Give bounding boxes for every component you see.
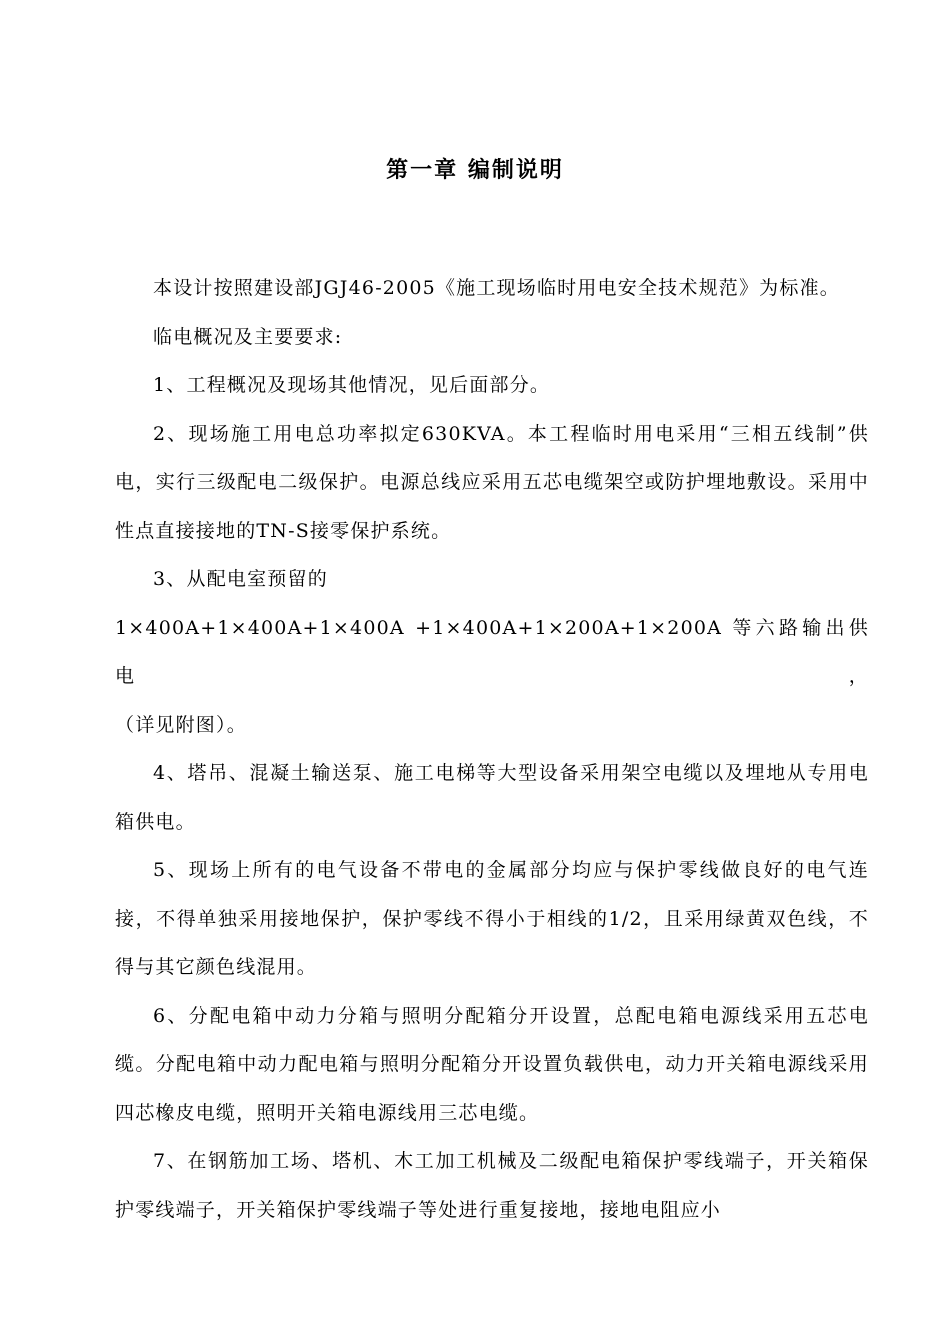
paragraph-item-3: 3、从配电室预留的 <box>153 568 328 590</box>
paragraph-standard: 本设计按照建设部JGJ46-2005《施工现场临时用电安全技术规范》为标准。 <box>153 277 840 299</box>
paragraph-item-3-circuits: 1×400A+1×400A+1×400A +1×400A+1×200A+1×200A 等六路输出供电， <box>115 616 869 687</box>
document-body <box>115 264 869 1234</box>
chapter-title: 第一章 编制说明 <box>386 157 564 183</box>
paragraph-item-1: 1、工程概况及现场其他情况，见后面部分。 <box>153 374 551 396</box>
paragraph-item-3-note: （详见附图）。 <box>115 713 247 736</box>
paragraph-item-4: 4、塔吊、混凝土输送泵、施工电梯等大型设备采用架空电缆以及埋地从专用电箱供电。 <box>115 762 869 833</box>
paragraph-item-2: 2、现场施工用电总功率拟定630KVA。本工程临时用电采用“三相五线制”供电，实行三级配电二级保护。电源总线应采用五芯电缆架空或防护埋地敷设。采用中性点直接接地的TN-S接零保护系统。 <box>115 422 869 542</box>
paragraph-item-6: 6、分配电箱中动力分箱与照明分配箱分开设置，总配电箱电源线采用五芯电缆。分配电箱中动力配电箱与照明分配箱分开设置负载供电，动力开关箱电源线采用四芯橡皮电缆，照明开关箱电源线用三芯电缆。 <box>115 1004 869 1124</box>
paragraph-overview-heading: 临电概况及主要要求: <box>153 325 343 348</box>
paragraph-item-5: 5、现场上所有的电气设备不带电的金属部分均应与保护零线做良好的电气连接，不得单独采用接地保护，保护零线不得小于相线的1/2，且采用绿黄双色线，不得与其它颜色线混用。 <box>115 859 869 978</box>
paragraph-item-7: 7、在钢筋加工场、塔机、木工加工机械及二级配电箱保护零线端子，开关箱保护零线端子，开关箱保护零线端子等处进行重复接地，接地电阻应小 <box>115 1150 869 1221</box>
